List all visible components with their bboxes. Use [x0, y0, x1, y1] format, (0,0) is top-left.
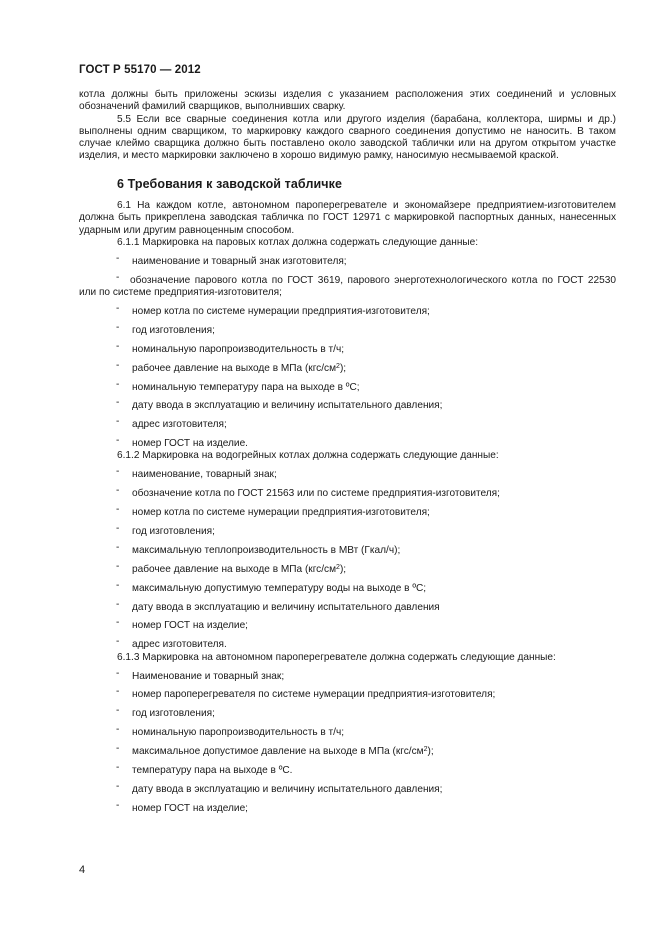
- list-item-text: номер ГОСТ на изделие;: [132, 802, 248, 814]
- superscript: 2: [336, 362, 340, 370]
- list-item-text-end: );: [427, 746, 434, 758]
- list-item-text: максимальную допустимую температуру воды на выходе в ºС;: [132, 582, 427, 594]
- list-item: [79, 636, 616, 651]
- list-item-text: номинальную температуру пара на выходе в ºС;: [132, 381, 360, 393]
- list-item-text: максимальное допустимое давление на выходе в МПа (кгс/см: [132, 746, 424, 758]
- list-item: [79, 743, 616, 758]
- intro-paragraph: котла должны быть приложены эскизы изделия с указанием расположения этих соединений и условных обозначений фамилий сварщиков, выполнивших сварку.: [79, 89, 616, 113]
- list-item: [79, 523, 616, 538]
- dash-marker: -: [116, 252, 120, 264]
- dash-marker: -: [116, 780, 120, 792]
- list-item-text: год изготовления;: [132, 324, 215, 336]
- list-item-text: номинальную паропроизводительность в т/ч;: [132, 727, 345, 739]
- list-item-text: адрес изготовителя.: [132, 639, 227, 651]
- page-number: 4: [79, 864, 86, 876]
- list-item: [79, 485, 616, 500]
- list-item-text: дату ввода в эксплуатацию и величину испытательного давления;: [132, 783, 443, 795]
- list-item: [79, 397, 616, 412]
- dash-marker: -: [116, 466, 120, 478]
- list-item: [79, 686, 616, 701]
- list-item-text: номер ГОСТ на изделие;: [132, 620, 248, 632]
- list-item-text: номер пароперегревателя по системе нумерации предприятия-изготовителя;: [132, 689, 496, 701]
- dash-marker: -: [116, 705, 120, 717]
- list-item-text: обозначение парового котла по ГОСТ 3619, парового энерготехнологического котла по ГОСТ 22530 или по системе предприятия-изготовителя;: [79, 274, 616, 299]
- list-item: [79, 541, 616, 557]
- list-item: [79, 504, 616, 519]
- list-item: [79, 724, 616, 739]
- dash-marker: -: [116, 743, 120, 755]
- clause-6-1: 6.1 На каждом котле, автономном пароперегревателе и экономайзере предприятием-изготовителем должна быть прикреплена заводская табличка по ГОСТ 12971 с маркировкой паспортных данных, нанесенных ударным или другим равноценным способом.: [79, 200, 616, 236]
- list-item: [79, 359, 616, 375]
- list-item-text: год изготовления;: [132, 708, 215, 720]
- dash-marker: -: [116, 667, 120, 679]
- clause-6-1-2: 6.1.2 Маркировка на водогрейных котлах должна содержать следующие данные:: [117, 450, 499, 462]
- dash-marker: -: [116, 416, 120, 428]
- dash-marker: -: [116, 799, 120, 811]
- list-6-1-1: [79, 252, 616, 451]
- superscript: 2: [336, 563, 340, 571]
- document-header: ГОСТ Р 55170 — 2012: [79, 64, 201, 76]
- dash-marker: -: [116, 378, 120, 390]
- dash-marker: -: [116, 271, 120, 283]
- list-item-text: номер ГОСТ на изделие.: [132, 438, 248, 450]
- clause-6-1-1: 6.1.1 Маркировка на паровых котлах должна содержать следующие данные:: [117, 236, 479, 248]
- section-title: 6 Требования к заводской табличке: [117, 176, 343, 191]
- dash-marker: -: [116, 359, 120, 371]
- list-item: [79, 435, 616, 450]
- list-item-text: наименование, товарный знак;: [132, 469, 277, 481]
- list-item: [79, 340, 616, 356]
- dash-marker: -: [116, 560, 120, 572]
- dash-marker: -: [116, 762, 120, 774]
- list-item-text: обозначение котла по ГОСТ 21563 или по системе предприятия-изготовителя;: [132, 488, 500, 500]
- dash-marker: -: [116, 397, 120, 409]
- list-item-text: номер котла по системе нумерации предприятия-изготовителя;: [132, 305, 430, 317]
- list-item-text: номинальную паропроизводительность в т/ч;: [132, 343, 345, 355]
- dash-marker: -: [116, 541, 120, 553]
- list-item: [79, 762, 616, 777]
- dash-marker: -: [116, 485, 120, 497]
- list-item: [79, 302, 616, 318]
- list-6-1-3: [79, 667, 616, 816]
- superscript: 2: [423, 746, 428, 754]
- list-item: [79, 378, 616, 394]
- dash-marker: -: [116, 724, 120, 736]
- dash-marker: -: [116, 579, 120, 591]
- list-item: [79, 560, 616, 576]
- dash-marker: -: [116, 302, 120, 314]
- dash-marker: -: [116, 523, 120, 535]
- list-item-text: адрес изготовителя;: [132, 419, 227, 431]
- list-item-text-end: );: [339, 362, 347, 374]
- list-item-text: дату ввода в эксплуатацию и величину испытательного давления: [132, 601, 440, 613]
- dash-marker: -: [116, 340, 120, 352]
- list-item: [79, 617, 616, 632]
- list-item: [79, 799, 616, 815]
- list-item: [79, 466, 616, 481]
- dash-marker: -: [116, 636, 120, 648]
- list-item: [79, 780, 616, 796]
- list-item: [79, 667, 616, 683]
- list-item: [79, 579, 616, 595]
- list-item: [79, 321, 616, 337]
- dash-marker: -: [116, 617, 120, 629]
- dash-marker: -: [116, 504, 120, 516]
- list-item-text: температуру пара на выходе в ºС.: [132, 765, 293, 777]
- list-item-text: наименование и товарный знак изготовителя;: [132, 255, 347, 267]
- clause-6-1-3: 6.1.3 Маркировка на автономном пароперегревателе должна содержать следующие данные:: [117, 651, 556, 663]
- dash-marker: -: [116, 686, 120, 698]
- list-item-text: Наименование и товарный знак;: [132, 670, 285, 682]
- clause-5-5: 5.5 Если все сварные соединения котла или другого изделия (барабана, коллектора, ширмы и др.) выполнены одним сварщиком, то маркировку каждого сварного соединения допустимо не наносить. В таком случае клеймо сварщика должно быть поставлено около заводской таблички или на другом открытом участке изделия, и место маркировки заключено в хорошо видимую рамку, наносимую несмываемой краской.: [79, 113, 616, 162]
- document-body: [79, 89, 616, 815]
- list-6-1-2: [79, 466, 616, 651]
- dash-marker: -: [116, 435, 120, 447]
- list-item-text: дату ввода в эксплуатацию и величину испытательного давления;: [132, 400, 443, 412]
- list-item-text-end: );: [339, 563, 347, 575]
- list-item-text: год изготовления;: [132, 526, 215, 538]
- dash-marker: -: [116, 321, 120, 333]
- list-item-text: рабочее давление на выходе в МПа (кгс/см: [132, 563, 337, 575]
- list-item: [79, 705, 616, 720]
- list-item-text: рабочее давление на выходе в МПа (кгс/см: [132, 362, 337, 374]
- list-item: [79, 271, 616, 300]
- list-item: [79, 252, 616, 268]
- dash-marker: -: [116, 598, 120, 610]
- list-item: [79, 598, 616, 614]
- list-item-text: номер котла по системе нумерации предприятия-изготовителя;: [132, 507, 430, 519]
- list-item: [79, 416, 616, 431]
- list-item-text: максимальную теплопроизводительность в МВт (Гкал/ч);: [132, 544, 401, 556]
